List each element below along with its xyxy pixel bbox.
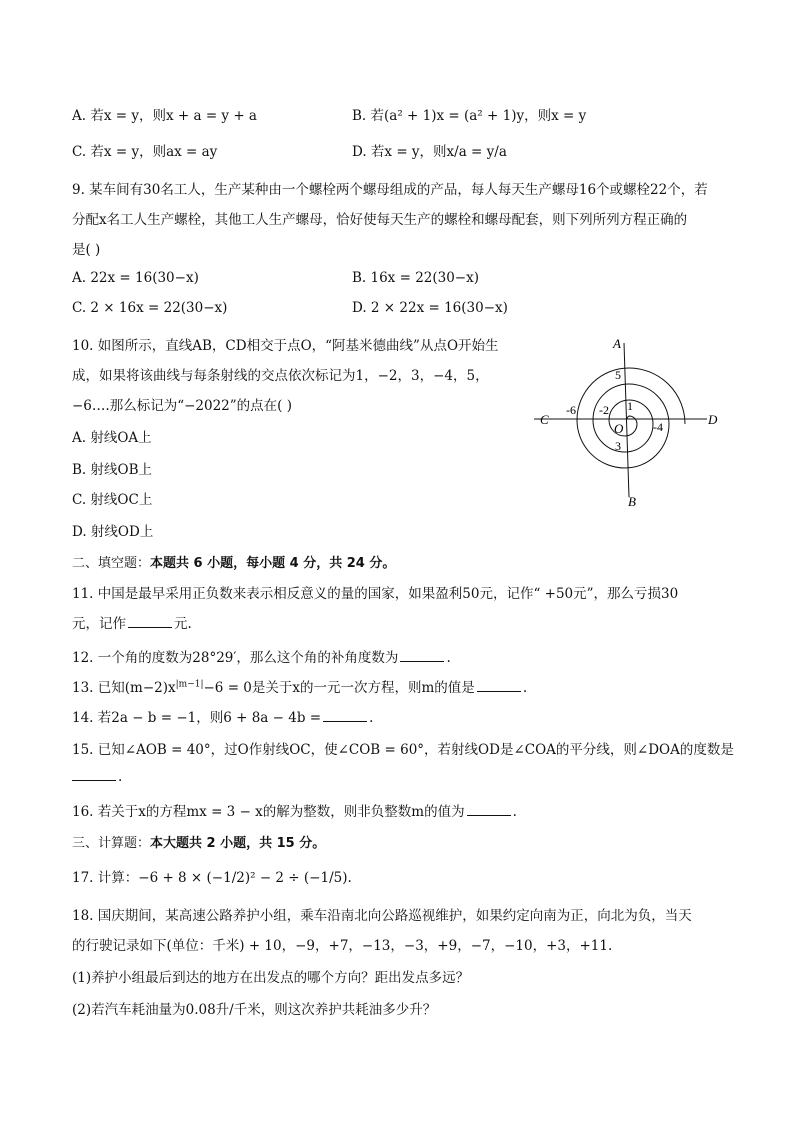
q13 xyxy=(72,676,527,696)
section2-header xyxy=(72,552,395,571)
q9-stem-line1: 9. 某车间有30名工人，生产某种由一个螺栓两个螺母组成的产品，每人每天生产螺母16个或螺栓22个，若 xyxy=(72,182,708,198)
q10-option-c: C. 射线OC上 xyxy=(72,492,153,508)
q9-stem-line3: 是( ) xyxy=(72,242,101,258)
mark-neg6: -6 xyxy=(566,403,576,417)
section3-desc: 本大题共 2 小题，共 15 分。 xyxy=(150,836,326,851)
q10-stem-line3: −6….那么标记为“−2022”的点在( ) xyxy=(72,398,292,414)
q11-line2 xyxy=(72,612,192,632)
q11-text-b: 元. xyxy=(174,616,192,632)
q9-option-c: C. 2 × 16x = 22(30−x) xyxy=(72,300,228,316)
q14-text: 14. 若2a − b = −1，则6 + 8a − 4b = xyxy=(72,710,322,726)
section2-desc: 本题共 6 小题，每小题 4 分，共 24 分。 xyxy=(150,556,396,571)
q13-exponent: |m−1| xyxy=(175,679,204,690)
answer-blank xyxy=(128,615,172,628)
q12-end: . xyxy=(446,650,451,666)
q10-stem-line1: 10. 如图所示，直线AB，CD相交于点O，“阿基米德曲线”从点O开始生 xyxy=(72,338,499,354)
q11-line1: 11. 中国是最早采用正负数来表示相反意义的量的国家，如果盈利50元，记作“ +50元”，那么亏损30 xyxy=(72,586,679,602)
answer-blank xyxy=(400,649,444,662)
q8-option-d: D. 若x = y，则x/a = y/a xyxy=(352,144,507,160)
q9-option-a: A. 22x = 16(30−x) xyxy=(72,270,199,286)
label-b: B xyxy=(628,494,636,509)
q18-line2: 的行驶记录如下(单位：千米) + 10，−9，+7，−13，−3，+9，−7，−10，+3，+11. xyxy=(72,938,613,954)
q10-stem-line2: 成，如果将该曲线与每条射线的交点依次标记为1，−2，3，−4，5， xyxy=(72,368,489,384)
section2-title: 二、填空题： xyxy=(72,556,151,571)
q9-option-b: B. 16x = 22(30−x) xyxy=(352,270,480,286)
q15-end: . xyxy=(118,769,123,785)
mark-5: 5 xyxy=(615,368,621,382)
q18-line1: 18. 国庆期间，某高速公路养护小组，乘车沿南北向公路巡视维护，如果约定向南为正，向北为负，当天 xyxy=(72,908,692,924)
q13-text-a: 13. 已知(m−2)x xyxy=(72,680,176,696)
q16-end: . xyxy=(512,804,517,820)
q14 xyxy=(72,706,373,726)
label-o: O xyxy=(614,421,624,436)
archimedes-spiral xyxy=(577,368,685,468)
q17: 17. 计算：−6 + 8 × (−1/2)² − 2 ÷ (−1/5). xyxy=(72,870,352,886)
label-c: C xyxy=(540,412,549,427)
q15-line1: 15. 已知∠AOB = 40°，过O作射线OC，使∠COB = 60°，若射线OD是∠COA的平分线，则∠DOA的度数是 xyxy=(72,742,734,758)
q9-stem-line2: 分配x名工人生产螺栓，其他工人生产螺母，恰好使每天生产的螺栓和螺母配套，则下列所列方程正确的 xyxy=(72,212,688,228)
q10-option-a: A. 射线OA上 xyxy=(72,430,152,446)
q10-spiral-figure xyxy=(530,330,730,515)
q11-text-a: 元，记作 xyxy=(72,616,126,632)
q16 xyxy=(72,800,517,820)
section3-title: 三、计算题： xyxy=(72,836,151,851)
q12-text: 12. 一个角的度数为28°29′，那么这个角的补角度数为 xyxy=(72,650,399,666)
q8-option-a: A. 若x = y，则x + a = y + a xyxy=(72,108,257,124)
q8-option-b: B. 若(a² + 1)x = (a² + 1)y，则x = y xyxy=(352,108,587,124)
mark-1: 1 xyxy=(627,399,633,413)
q18-sub2: (2)若汽车耗油量为0.08升/千米，则这次养护共耗油多少升？ xyxy=(72,1002,437,1018)
section3-header xyxy=(72,832,325,851)
q16-text: 16. 若关于x的方程mx = 3 − x的解为整数，则非负整数m的值为 xyxy=(72,804,465,820)
mark-neg2: -2 xyxy=(599,403,609,417)
answer-blank xyxy=(323,709,367,722)
answer-blank xyxy=(467,803,511,816)
q14-end: . xyxy=(369,710,374,726)
q12 xyxy=(72,646,451,666)
q9-option-d: D. 2 × 22x = 16(30−x) xyxy=(352,300,508,316)
q10-option-d: D. 射线OD上 xyxy=(72,524,154,540)
q13-text-b: −6 = 0是关于x的一元一次方程，则m的值是 xyxy=(203,680,475,696)
mark-3: 3 xyxy=(615,439,621,453)
answer-blank xyxy=(72,768,116,781)
line-ab xyxy=(624,343,629,497)
q18-sub1: (1)养护小组最后到达的地方在出发点的哪个方向？距出发点多远？ xyxy=(72,970,470,986)
q13-end: . xyxy=(522,680,528,696)
label-d: D xyxy=(708,412,718,427)
answer-blank xyxy=(477,679,521,692)
mark-neg4: -4 xyxy=(653,420,663,434)
label-a: A xyxy=(613,336,621,351)
q10-option-b: B. 射线OB上 xyxy=(72,462,152,478)
q8-option-c: C. 若x = y，则ax = ay xyxy=(72,144,218,160)
q15-line2 xyxy=(72,768,122,785)
